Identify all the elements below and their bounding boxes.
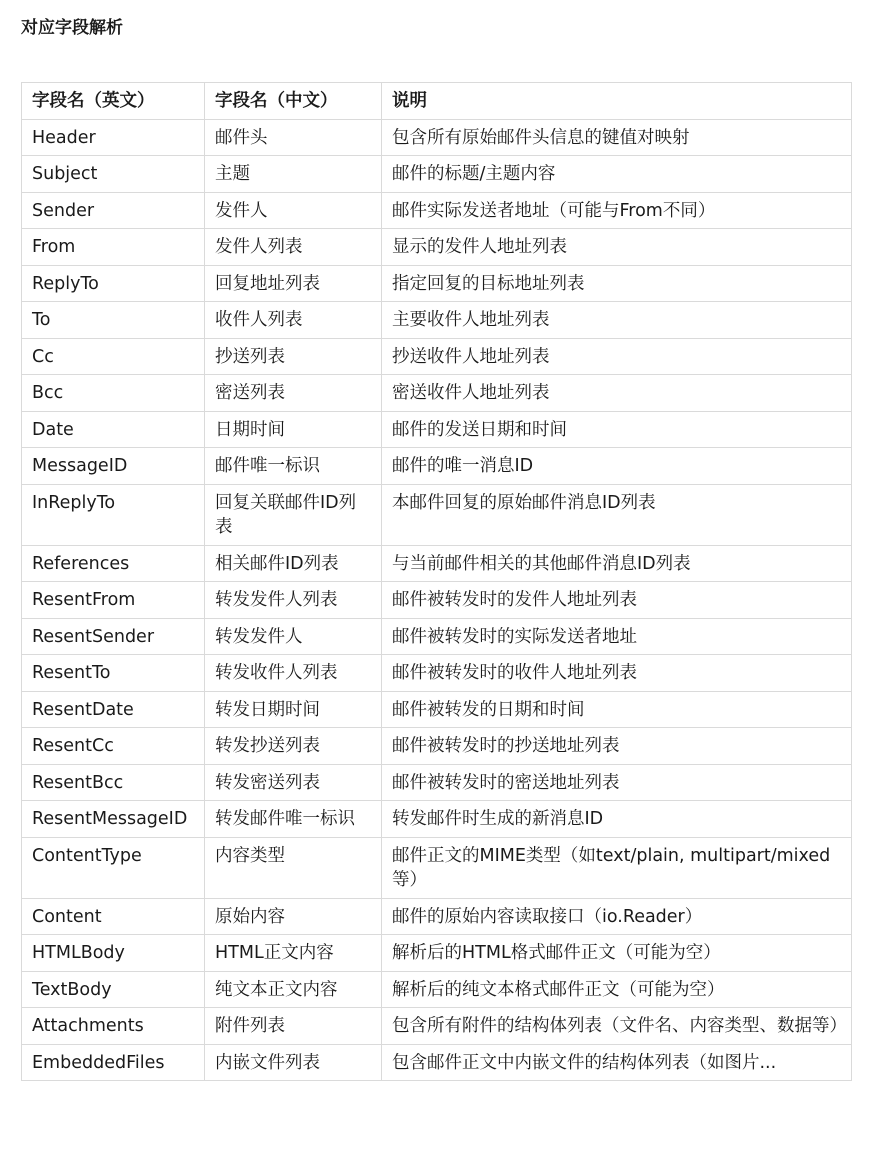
field-description: 邮件的标题/主题内容 xyxy=(382,156,852,193)
field-english-name: From xyxy=(22,229,205,266)
field-description: 解析后的纯文本格式邮件正文（可能为空） xyxy=(382,971,852,1008)
field-chinese-name: 转发抄送列表 xyxy=(205,728,382,765)
field-english-name: HTMLBody xyxy=(22,935,205,972)
page-title: 对应字段解析 xyxy=(21,18,123,38)
field-description: 抄送收件人地址列表 xyxy=(382,338,852,375)
field-english-name: Date xyxy=(22,411,205,448)
field-chinese-name: 回复地址列表 xyxy=(205,265,382,302)
field-description: 邮件实际发送者地址（可能与From不同） xyxy=(382,192,852,229)
field-table-header xyxy=(22,83,852,120)
field-description: 邮件正文的MIME类型（如text/plain, multipart/mixed等） xyxy=(382,837,852,898)
field-chinese-name: 密送列表 xyxy=(205,375,382,412)
table-row xyxy=(22,764,852,801)
header-row xyxy=(22,83,852,120)
field-chinese-name: HTML正文内容 xyxy=(205,935,382,972)
field-description: 邮件被转发的日期和时间 xyxy=(382,691,852,728)
field-chinese-name: 内嵌文件列表 xyxy=(205,1044,382,1081)
field-english-name: Subject xyxy=(22,156,205,193)
field-description: 包含所有原始邮件头信息的键值对映射 xyxy=(382,119,852,156)
field-description: 本邮件回复的原始邮件消息ID列表 xyxy=(382,484,852,545)
field-english-name: To xyxy=(22,302,205,339)
field-chinese-name: 日期时间 xyxy=(205,411,382,448)
table-row xyxy=(22,156,852,193)
field-table xyxy=(21,82,852,1081)
field-description: 包含所有附件的结构体列表（文件名、内容类型、数据等） xyxy=(382,1008,852,1045)
field-description: 邮件被转发时的发件人地址列表 xyxy=(382,582,852,619)
field-description: 邮件被转发时的实际发送者地址 xyxy=(382,618,852,655)
field-description: 邮件的发送日期和时间 xyxy=(382,411,852,448)
field-description: 解析后的HTML格式邮件正文（可能为空） xyxy=(382,935,852,972)
field-chinese-name: 发件人 xyxy=(205,192,382,229)
field-chinese-name: 相关邮件ID列表 xyxy=(205,545,382,582)
field-chinese-name: 收件人列表 xyxy=(205,302,382,339)
field-chinese-name: 回复关联邮件ID列表 xyxy=(205,484,382,545)
field-english-name: Content xyxy=(22,898,205,935)
table-row xyxy=(22,655,852,692)
field-description: 邮件被转发时的收件人地址列表 xyxy=(382,655,852,692)
field-chinese-name: 转发密送列表 xyxy=(205,764,382,801)
table-row xyxy=(22,898,852,935)
field-chinese-name: 附件列表 xyxy=(205,1008,382,1045)
field-english-name: EmbeddedFiles xyxy=(22,1044,205,1081)
field-english-name: MessageID xyxy=(22,448,205,485)
field-chinese-name: 主题 xyxy=(205,156,382,193)
field-chinese-name: 内容类型 xyxy=(205,837,382,898)
table-row xyxy=(22,448,852,485)
field-description: 邮件被转发时的密送地址列表 xyxy=(382,764,852,801)
field-english-name: Attachments xyxy=(22,1008,205,1045)
table-row xyxy=(22,411,852,448)
field-description: 密送收件人地址列表 xyxy=(382,375,852,412)
field-english-name: TextBody xyxy=(22,971,205,1008)
table-row xyxy=(22,302,852,339)
field-english-name: Header xyxy=(22,119,205,156)
field-english-name: References xyxy=(22,545,205,582)
field-description: 显示的发件人地址列表 xyxy=(382,229,852,266)
table-row xyxy=(22,971,852,1008)
field-english-name: InReplyTo xyxy=(22,484,205,545)
table-row xyxy=(22,1008,852,1045)
field-chinese-name: 邮件头 xyxy=(205,119,382,156)
field-chinese-name: 转发发件人列表 xyxy=(205,582,382,619)
field-description: 主要收件人地址列表 xyxy=(382,302,852,339)
field-english-name: ResentMessageID xyxy=(22,801,205,838)
column-header-chinese-name: 字段名（中文） xyxy=(205,83,382,120)
field-table-body xyxy=(22,119,852,1081)
table-row xyxy=(22,728,852,765)
field-english-name: Cc xyxy=(22,338,205,375)
field-english-name: ResentSender xyxy=(22,618,205,655)
field-chinese-name: 转发发件人 xyxy=(205,618,382,655)
table-row xyxy=(22,265,852,302)
table-row xyxy=(22,375,852,412)
field-description: 与当前邮件相关的其他邮件消息ID列表 xyxy=(382,545,852,582)
table-row xyxy=(22,338,852,375)
field-chinese-name: 转发日期时间 xyxy=(205,691,382,728)
field-chinese-name: 纯文本正文内容 xyxy=(205,971,382,1008)
field-chinese-name: 转发收件人列表 xyxy=(205,655,382,692)
field-chinese-name: 转发邮件唯一标识 xyxy=(205,801,382,838)
field-english-name: ContentType xyxy=(22,837,205,898)
table-row xyxy=(22,801,852,838)
field-description: 邮件的唯一消息ID xyxy=(382,448,852,485)
table-row xyxy=(22,192,852,229)
field-description: 邮件被转发时的抄送地址列表 xyxy=(382,728,852,765)
field-english-name: ReplyTo xyxy=(22,265,205,302)
field-description: 包含邮件正文中内嵌文件的结构体列表（如图片... xyxy=(382,1044,852,1081)
column-header-english-name: 字段名（英文） xyxy=(22,83,205,120)
field-english-name: ResentCc xyxy=(22,728,205,765)
field-description: 邮件的原始内容读取接口（io.Reader） xyxy=(382,898,852,935)
table-row xyxy=(22,935,852,972)
table-row xyxy=(22,618,852,655)
table-row xyxy=(22,837,852,898)
field-english-name: Sender xyxy=(22,192,205,229)
field-chinese-name: 发件人列表 xyxy=(205,229,382,266)
table-row xyxy=(22,691,852,728)
table-row xyxy=(22,229,852,266)
column-header-description: 说明 xyxy=(382,83,852,120)
table-row xyxy=(22,119,852,156)
table-row xyxy=(22,545,852,582)
table-row xyxy=(22,582,852,619)
field-chinese-name: 抄送列表 xyxy=(205,338,382,375)
table-row xyxy=(22,1044,852,1081)
field-english-name: ResentFrom xyxy=(22,582,205,619)
field-english-name: Bcc xyxy=(22,375,205,412)
field-description: 转发邮件时生成的新消息ID xyxy=(382,801,852,838)
field-english-name: ResentBcc xyxy=(22,764,205,801)
table-row xyxy=(22,484,852,545)
field-chinese-name: 原始内容 xyxy=(205,898,382,935)
field-english-name: ResentDate xyxy=(22,691,205,728)
field-chinese-name: 邮件唯一标识 xyxy=(205,448,382,485)
field-english-name: ResentTo xyxy=(22,655,205,692)
field-description: 指定回复的目标地址列表 xyxy=(382,265,852,302)
